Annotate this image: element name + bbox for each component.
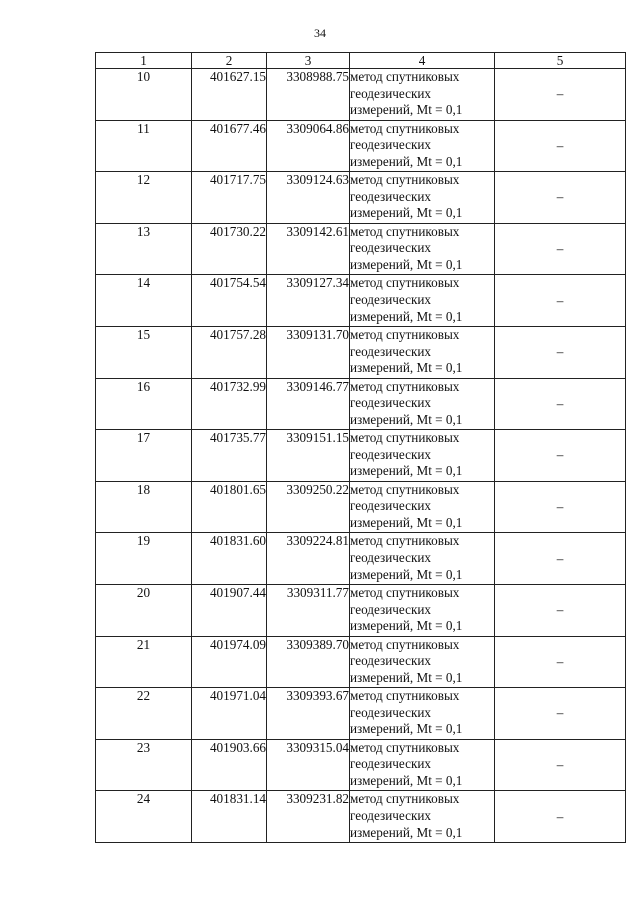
header-col-2: 2 (192, 53, 267, 69)
x-coordinate-cell: 401677.46 (192, 120, 267, 172)
y-coordinate-cell: 3309124.63 (267, 172, 350, 224)
note-cell: – (495, 430, 626, 482)
point-number-cell: 17 (96, 430, 192, 482)
table-row (96, 120, 626, 172)
note-cell: – (495, 533, 626, 585)
y-coordinate-cell: 3309231.82 (267, 791, 350, 843)
point-number-cell: 15 (96, 326, 192, 378)
table-header-row (96, 53, 626, 69)
y-coordinate-cell: 3309315.04 (267, 739, 350, 791)
method-line-3: измерений, Mt = 0,1 (350, 824, 463, 840)
point-number-cell: 11 (96, 120, 192, 172)
point-number-cell: 21 (96, 636, 192, 688)
method-line-1: метод спутниковых (350, 739, 460, 755)
method-line-1: метод спутниковых (350, 688, 460, 704)
method-line-2: геодезических (350, 601, 432, 617)
method-cell (350, 326, 495, 378)
x-coordinate-cell: 401801.65 (192, 481, 267, 533)
method-line-3: измерений, Mt = 0,1 (350, 153, 463, 169)
note-cell: – (495, 481, 626, 533)
method-line-1: метод спутниковых (350, 636, 460, 652)
note-cell: – (495, 378, 626, 430)
note-cell: – (495, 688, 626, 740)
header-col-4: 4 (350, 53, 495, 69)
y-coordinate-cell: 3309250.22 (267, 481, 350, 533)
note-cell: – (495, 120, 626, 172)
table-row (96, 688, 626, 740)
point-number-cell: 12 (96, 172, 192, 224)
table-row (96, 275, 626, 327)
point-number-cell: 20 (96, 584, 192, 636)
method-cell (350, 378, 495, 430)
method-line-1: метод спутниковых (350, 275, 460, 291)
x-coordinate-cell: 401971.04 (192, 688, 267, 740)
note-cell: – (495, 584, 626, 636)
y-coordinate-cell: 3309151.15 (267, 430, 350, 482)
y-coordinate-cell: 3309146.77 (267, 378, 350, 430)
method-cell (350, 791, 495, 843)
x-coordinate-cell: 401974.09 (192, 636, 267, 688)
y-coordinate-cell: 3308988.75 (267, 69, 350, 121)
table-body (96, 69, 626, 843)
method-line-1: метод спутниковых (350, 584, 460, 600)
method-line-3: измерений, Mt = 0,1 (350, 669, 463, 685)
method-line-2: геодезических (350, 549, 432, 565)
method-line-2: геодезических (350, 498, 432, 514)
method-line-2: геодезических (350, 704, 432, 720)
table-row (96, 636, 626, 688)
method-line-1: метод спутниковых (350, 430, 460, 446)
table-row (96, 430, 626, 482)
method-line-2: геодезических (350, 188, 432, 204)
page-number: 34 (314, 26, 326, 40)
method-line-1: метод спутниковых (350, 172, 460, 188)
table-row (96, 533, 626, 585)
point-number-cell: 19 (96, 533, 192, 585)
note-cell: – (495, 791, 626, 843)
x-coordinate-cell: 401732.99 (192, 378, 267, 430)
note-cell: – (495, 223, 626, 275)
note-cell: – (495, 636, 626, 688)
y-coordinate-cell: 3309064.86 (267, 120, 350, 172)
method-line-1: метод спутниковых (350, 481, 460, 497)
y-coordinate-cell: 3309311.77 (267, 584, 350, 636)
method-line-3: измерений, Mt = 0,1 (350, 463, 463, 479)
method-line-2: геодезических (350, 446, 432, 462)
method-cell (350, 430, 495, 482)
point-number-cell: 22 (96, 688, 192, 740)
method-line-3: измерений, Mt = 0,1 (350, 205, 463, 221)
method-cell (350, 739, 495, 791)
method-line-2: геодезических (350, 343, 432, 359)
method-line-1: метод спутниковых (350, 326, 460, 342)
point-number-cell: 14 (96, 275, 192, 327)
method-line-3: измерений, Mt = 0,1 (350, 411, 463, 427)
method-line-3: измерений, Mt = 0,1 (350, 618, 463, 634)
point-number-cell: 16 (96, 378, 192, 430)
method-cell (350, 584, 495, 636)
table-row (96, 172, 626, 224)
x-coordinate-cell: 401730.22 (192, 223, 267, 275)
method-line-2: геодезических (350, 85, 432, 101)
method-cell (350, 172, 495, 224)
x-coordinate-cell: 401735.77 (192, 430, 267, 482)
header-col-1: 1 (96, 53, 192, 69)
y-coordinate-cell: 3309142.61 (267, 223, 350, 275)
method-line-3: измерений, Mt = 0,1 (350, 514, 463, 530)
method-line-1: метод спутниковых (350, 378, 460, 394)
method-line-2: геодезических (350, 807, 432, 823)
method-cell (350, 223, 495, 275)
note-cell: – (495, 172, 626, 224)
table-row (96, 739, 626, 791)
method-line-2: геодезических (350, 137, 432, 153)
method-cell (350, 533, 495, 585)
table-row (96, 223, 626, 275)
point-number-cell: 18 (96, 481, 192, 533)
method-cell (350, 688, 495, 740)
point-number-cell: 13 (96, 223, 192, 275)
header-col-5: 5 (495, 53, 626, 69)
method-line-1: метод спутниковых (350, 69, 460, 84)
method-line-1: метод спутниковых (350, 223, 460, 239)
x-coordinate-cell: 401907.44 (192, 584, 267, 636)
table-row (96, 481, 626, 533)
method-cell (350, 275, 495, 327)
method-line-3: измерений, Mt = 0,1 (350, 721, 463, 737)
method-line-3: измерений, Mt = 0,1 (350, 308, 463, 324)
method-line-1: метод спутниковых (350, 791, 460, 807)
method-line-2: геодезических (350, 653, 432, 669)
y-coordinate-cell: 3309127.34 (267, 275, 350, 327)
point-number-cell: 24 (96, 791, 192, 843)
x-coordinate-cell: 401903.66 (192, 739, 267, 791)
method-line-2: геодезических (350, 291, 432, 307)
note-cell: – (495, 275, 626, 327)
method-line-3: измерений, Mt = 0,1 (350, 102, 463, 118)
y-coordinate-cell: 3309224.81 (267, 533, 350, 585)
method-line-3: измерений, Mt = 0,1 (350, 772, 463, 788)
method-cell (350, 481, 495, 533)
x-coordinate-cell: 401757.28 (192, 326, 267, 378)
note-cell: – (495, 326, 626, 378)
x-coordinate-cell: 401717.75 (192, 172, 267, 224)
method-cell (350, 69, 495, 121)
table-row (96, 584, 626, 636)
table-row (96, 326, 626, 378)
point-number-cell: 23 (96, 739, 192, 791)
method-cell (350, 636, 495, 688)
x-coordinate-cell: 401754.54 (192, 275, 267, 327)
note-cell: – (495, 739, 626, 791)
method-line-1: метод спутниковых (350, 533, 460, 549)
method-line-3: измерений, Mt = 0,1 (350, 360, 463, 376)
x-coordinate-cell: 401831.14 (192, 791, 267, 843)
method-line-3: измерений, Mt = 0,1 (350, 566, 463, 582)
method-cell (350, 120, 495, 172)
table-row (96, 791, 626, 843)
method-line-2: геодезических (350, 756, 432, 772)
x-coordinate-cell: 401831.60 (192, 533, 267, 585)
table-row (96, 69, 626, 121)
method-line-2: геодезических (350, 240, 432, 256)
method-line-1: метод спутниковых (350, 120, 460, 136)
coordinates-table (95, 52, 626, 843)
header-col-3: 3 (267, 53, 350, 69)
y-coordinate-cell: 3309389.70 (267, 636, 350, 688)
method-line-2: геодезических (350, 395, 432, 411)
note-cell: – (495, 69, 626, 121)
y-coordinate-cell: 3309131.70 (267, 326, 350, 378)
method-line-3: измерений, Mt = 0,1 (350, 256, 463, 272)
point-number-cell: 10 (96, 69, 192, 121)
y-coordinate-cell: 3309393.67 (267, 688, 350, 740)
table-row (96, 378, 626, 430)
x-coordinate-cell: 401627.15 (192, 69, 267, 121)
